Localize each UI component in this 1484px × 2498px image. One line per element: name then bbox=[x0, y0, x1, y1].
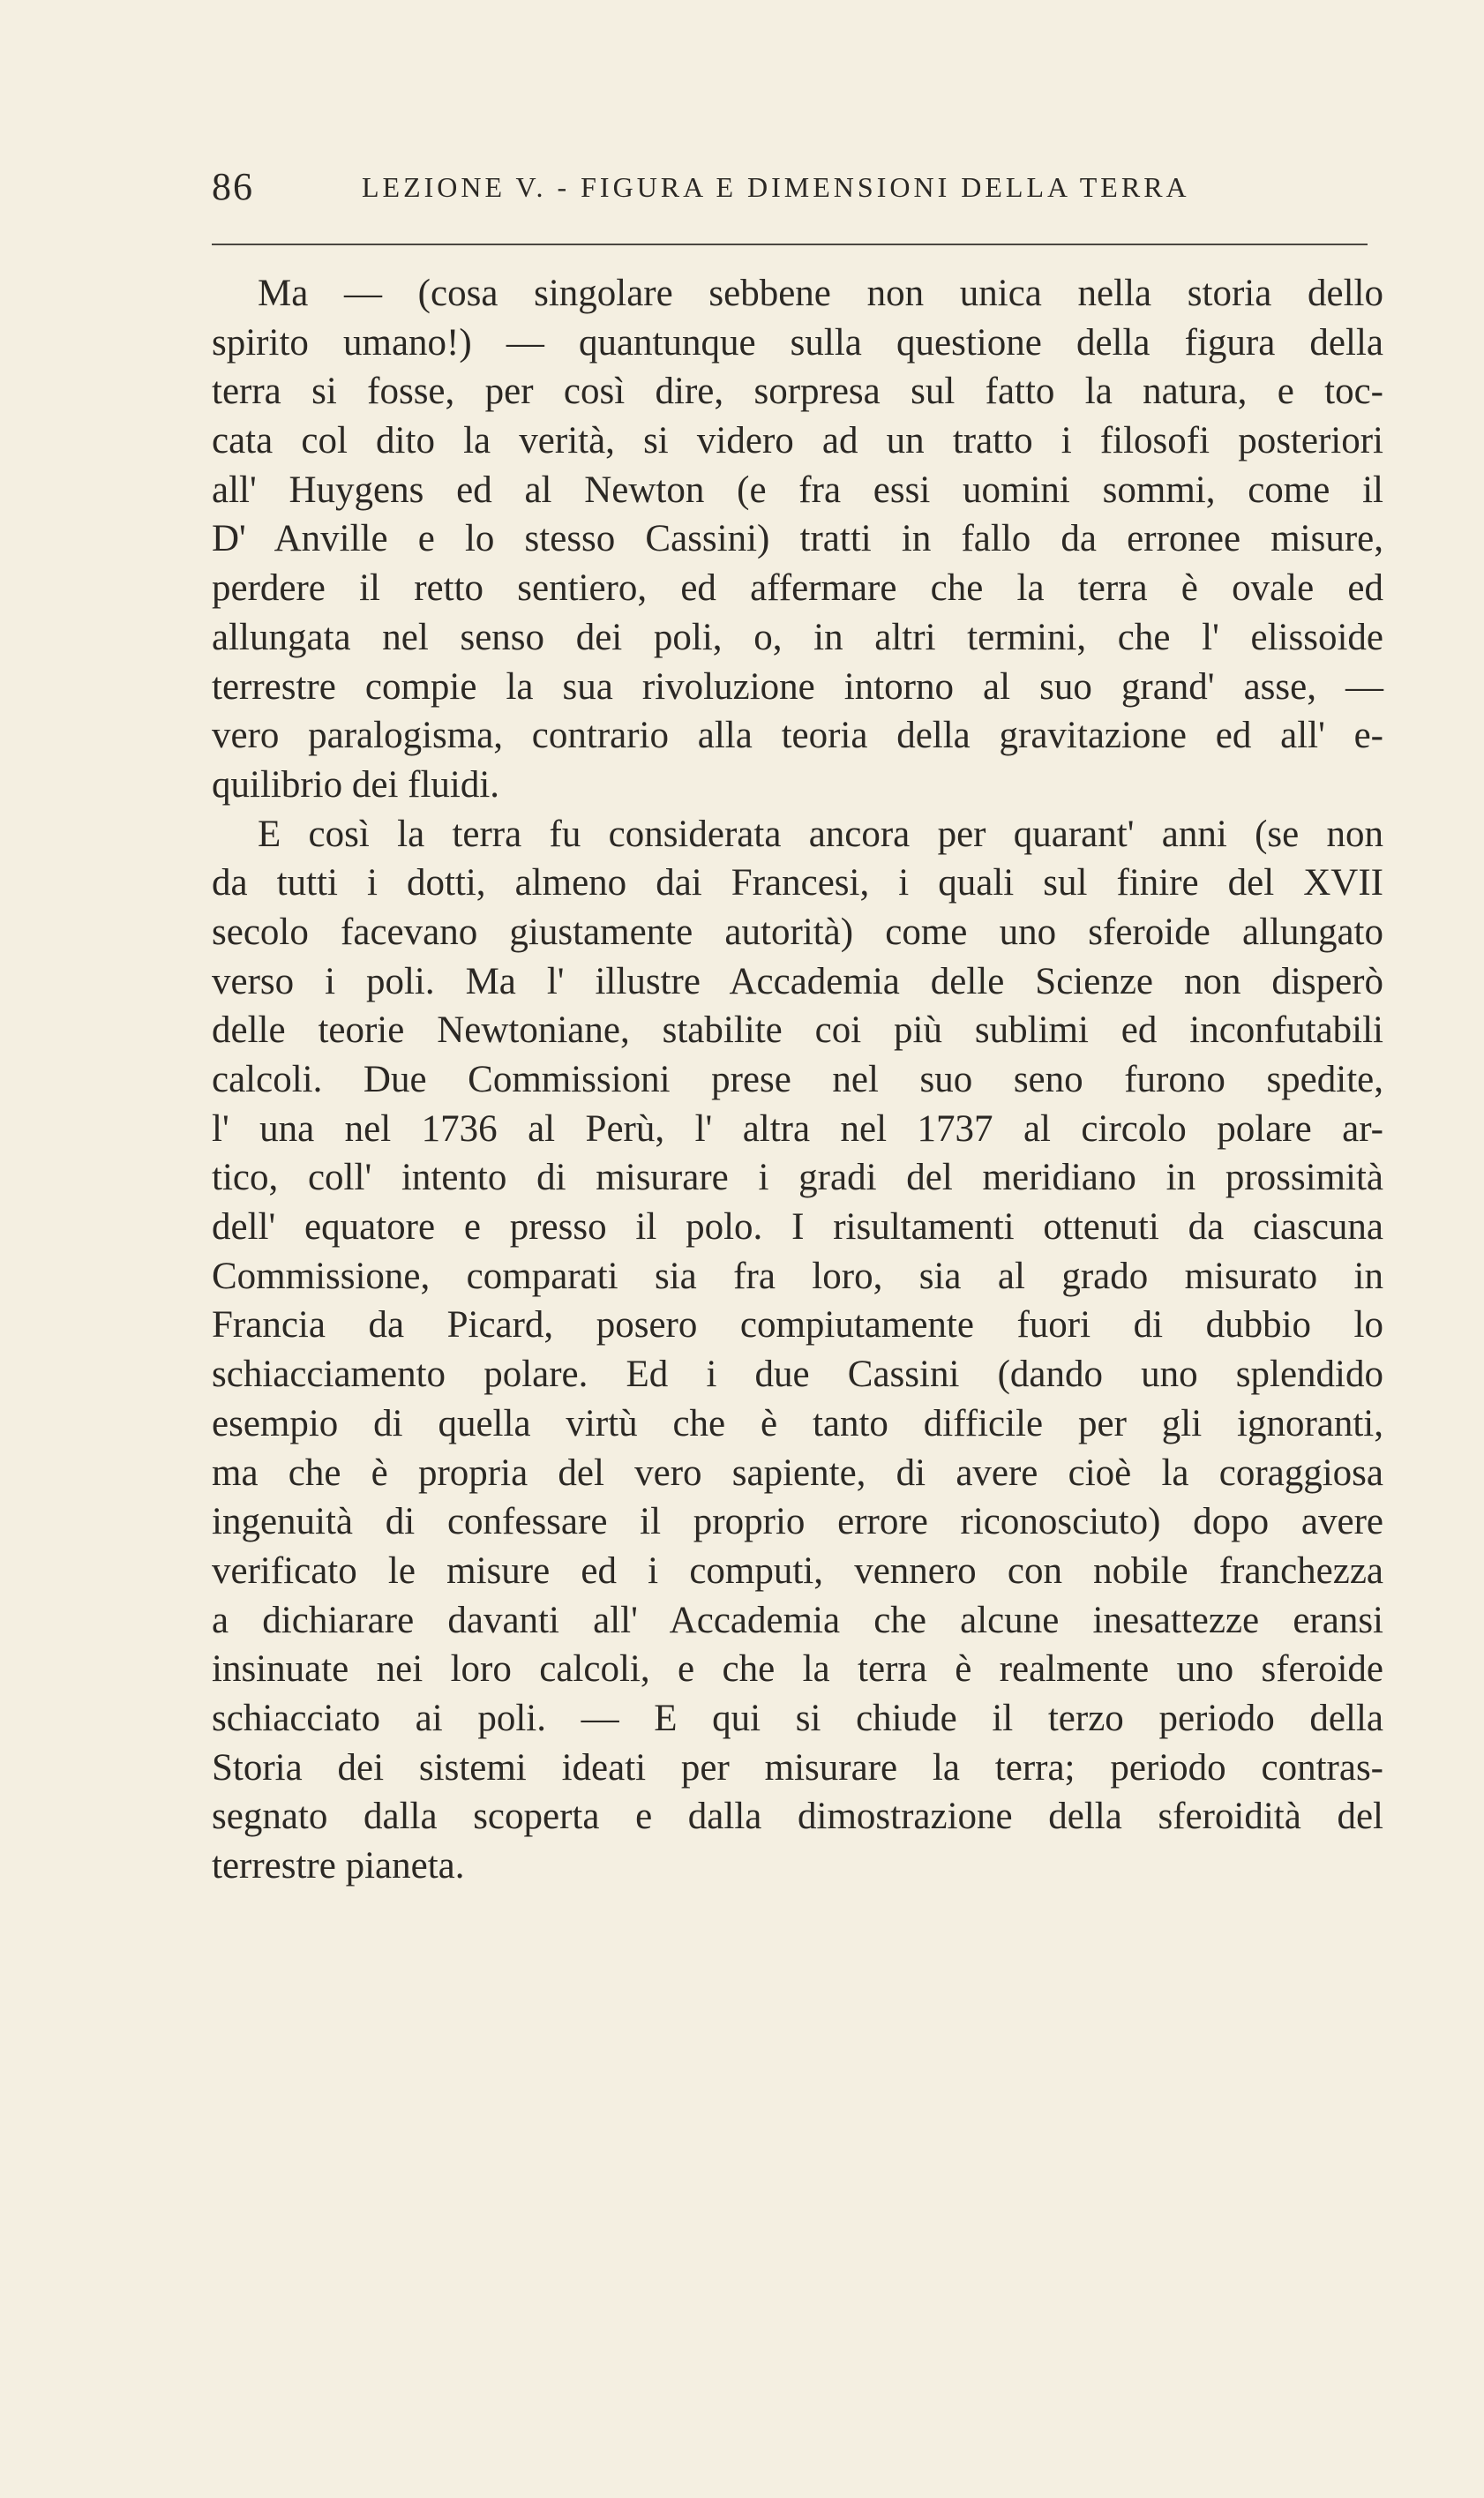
text-line: schiacciamento polare. Ed i due Cassini (dando uno splendido bbox=[212, 1354, 1383, 1396]
text-line: insinuate nei loro calcoli, e che la terra è realmente uno sferoide bbox=[212, 1648, 1383, 1691]
body-text bbox=[212, 269, 1383, 1891]
text-line: Francia da Picard, posero compiutamente fuori di dubbio lo bbox=[212, 1304, 1383, 1347]
text-line: a dichiarare davanti all' Accademia che alcune inesattezze eransi bbox=[212, 1599, 1383, 1641]
text-line: verificato le misure ed i computi, vennero con nobile franchezza bbox=[212, 1549, 1383, 1592]
text-line: E così la terra fu considerata ancora per quarant' anni (se non bbox=[258, 813, 1383, 855]
paragraph bbox=[212, 269, 1383, 810]
running-head bbox=[212, 164, 1368, 217]
text-line: Storia dei sistemi ideati per misurare la terra; periodo contras- bbox=[212, 1746, 1383, 1789]
text-line: all' Huygens ed al Newton (e fra essi uomini sommi, come il bbox=[212, 469, 1383, 511]
text-line: D' Anville e lo stesso Cassini) tratti in fallo da erronee misure, bbox=[212, 518, 1383, 560]
text-line: allungata nel senso dei poli, o, in altri termini, che l' elissoide bbox=[212, 616, 1383, 658]
text-line: Ma — (cosa singolare sebbene non unica nella storia dello bbox=[258, 273, 1383, 314]
text-line: perdere il retto sentiero, ed affermare che la terra è ovale ed bbox=[212, 567, 1383, 610]
running-title: LEZIONE V. - FIGURA E DIMENSIONI DELLA TERRA bbox=[362, 171, 1190, 203]
header-rule bbox=[212, 244, 1368, 245]
text-line: tico, coll' intento di misurare i gradi del meridiano in prossimità bbox=[212, 1157, 1383, 1199]
page-number: 86 bbox=[212, 165, 254, 208]
text-line: ingenuità di confessare il proprio errore riconosciuto) dopo avere bbox=[212, 1501, 1383, 1543]
paragraph bbox=[212, 810, 1383, 1891]
text-line: cata col dito la verità, si videro ad un tratto i filosofi posteriori bbox=[212, 420, 1383, 462]
text-line: verso i poli. Ma l' illustre Accademia delle Scienze non disperò bbox=[212, 960, 1383, 1002]
text-line: l' una nel 1736 al Perù, l' altra nel 1737 al circolo polare ar- bbox=[212, 1107, 1383, 1150]
text-line: spirito umano!) — quantunque sulla questione della figura della bbox=[212, 321, 1383, 364]
text-line: delle teorie Newtoniane, stabilite coi più sublimi ed inconfutabili bbox=[212, 1009, 1383, 1052]
text-line: secolo facevano giustamente autorità) come uno sferoide allungato bbox=[212, 911, 1383, 953]
text-line: calcoli. Due Commissioni prese nel suo seno furono spedite, bbox=[212, 1059, 1383, 1100]
text-line: quilibrio dei fluidi. bbox=[212, 763, 500, 806]
text-line: terrestre compie la sua rivoluzione intorno al suo grand' asse, — bbox=[212, 665, 1383, 708]
text-line: terra si fosse, per così dire, sorpresa sul fatto la natura, e toc- bbox=[212, 371, 1383, 413]
text-line: terrestre pianeta. bbox=[212, 1845, 465, 1887]
text-line: schiacciato ai poli. — E qui si chiude il terzo periodo della bbox=[212, 1697, 1383, 1739]
text-line: da tutti i dotti, almeno dai Francesi, i quali sul finire del XVII bbox=[212, 862, 1383, 904]
text-line: dell' equatore e presso il polo. I risultamenti ottenuti da ciascuna bbox=[212, 1206, 1383, 1249]
text-line: ma che è propria del vero sapiente, di avere cioè la coraggiosa bbox=[212, 1452, 1383, 1494]
text-line: esempio di quella virtù che è tanto difficile per gli ignoranti, bbox=[212, 1402, 1383, 1444]
text-line: segnato dalla scoperta e dalla dimostrazione della sferoidità del bbox=[212, 1796, 1383, 1838]
text-line: vero paralogisma, contrario alla teoria della gravitazione ed all' e- bbox=[212, 715, 1383, 757]
text-line: Commissione, comparati sia fra loro, sia al grado misurato in bbox=[212, 1255, 1383, 1297]
